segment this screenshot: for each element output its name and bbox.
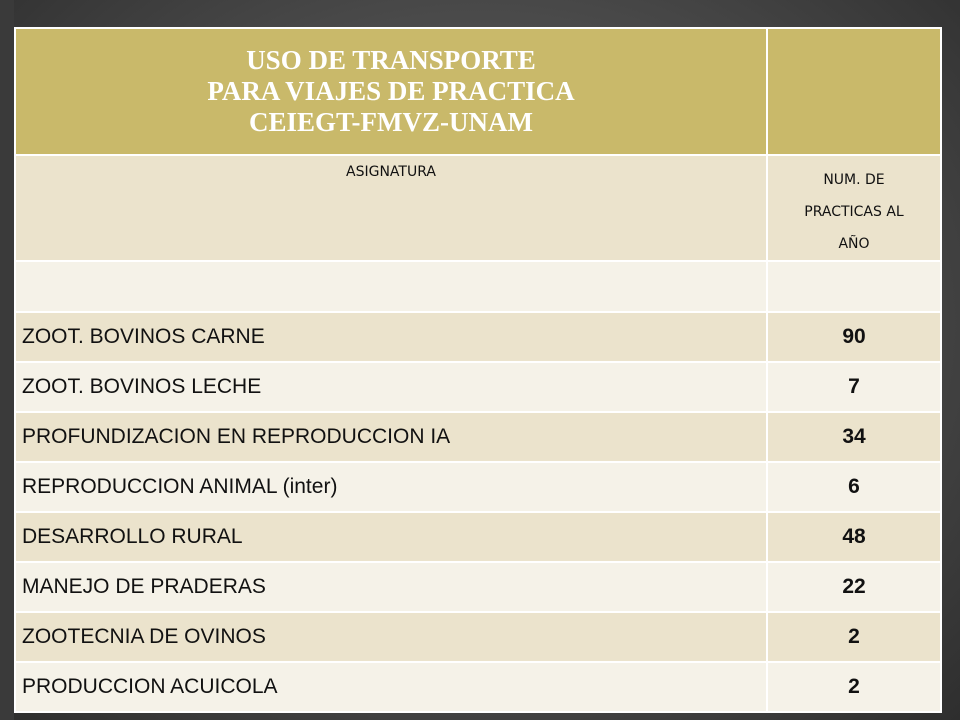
subject-cell: DESARROLLO RURAL	[15, 512, 767, 562]
table-row	[15, 312, 941, 362]
subject-cell: PRODUCCION ACUICOLA	[15, 662, 767, 712]
title-row	[15, 28, 941, 155]
subject-cell: PROFUNDIZACION EN REPRODUCCION IA	[15, 412, 767, 462]
title-line-3: CEIEGT-FMVZ-UNAM	[248, 107, 533, 137]
table-row	[15, 562, 941, 612]
subject-cell: ZOOT. BOVINOS LECHE	[15, 362, 767, 412]
header-count-line-1: NUM. DE	[823, 172, 885, 188]
table-row	[15, 362, 941, 412]
spacer-cell-count	[767, 261, 941, 312]
header-row	[15, 155, 941, 261]
table-row	[15, 612, 941, 662]
header-count-line-3: AÑO	[838, 236, 870, 252]
subject-cell: ZOOT. BOVINOS CARNE	[15, 312, 767, 362]
count-cell: 6	[767, 462, 941, 512]
subject-cell: MANEJO DE PRADERAS	[15, 562, 767, 612]
count-cell: 34	[767, 412, 941, 462]
count-cell: 2	[767, 662, 941, 712]
subject-cell: ZOOTECNIA DE OVINOS	[15, 612, 767, 662]
table-row	[15, 462, 941, 512]
title-empty-cell	[767, 28, 941, 155]
header-count	[767, 155, 941, 261]
title-line-2: PARA VIAJES DE PRACTICA	[207, 76, 575, 106]
table-title	[15, 28, 767, 155]
slide-left-bar	[0, 0, 14, 720]
spacer-row	[15, 261, 941, 312]
header-count-line-2: PRACTICAS AL	[804, 204, 904, 220]
count-cell: 90	[767, 312, 941, 362]
count-cell: 2	[767, 612, 941, 662]
practice-transport-table	[14, 27, 942, 713]
table-row	[15, 512, 941, 562]
count-cell: 48	[767, 512, 941, 562]
count-cell: 7	[767, 362, 941, 412]
table-row	[15, 662, 941, 712]
table-row	[15, 412, 941, 462]
subject-cell: REPRODUCCION ANIMAL (inter)	[15, 462, 767, 512]
title-line-1: USO DE TRANSPORTE	[246, 45, 536, 75]
spacer-cell-subject	[15, 261, 767, 312]
count-cell: 22	[767, 562, 941, 612]
header-subject: ASIGNATURA	[15, 155, 767, 261]
